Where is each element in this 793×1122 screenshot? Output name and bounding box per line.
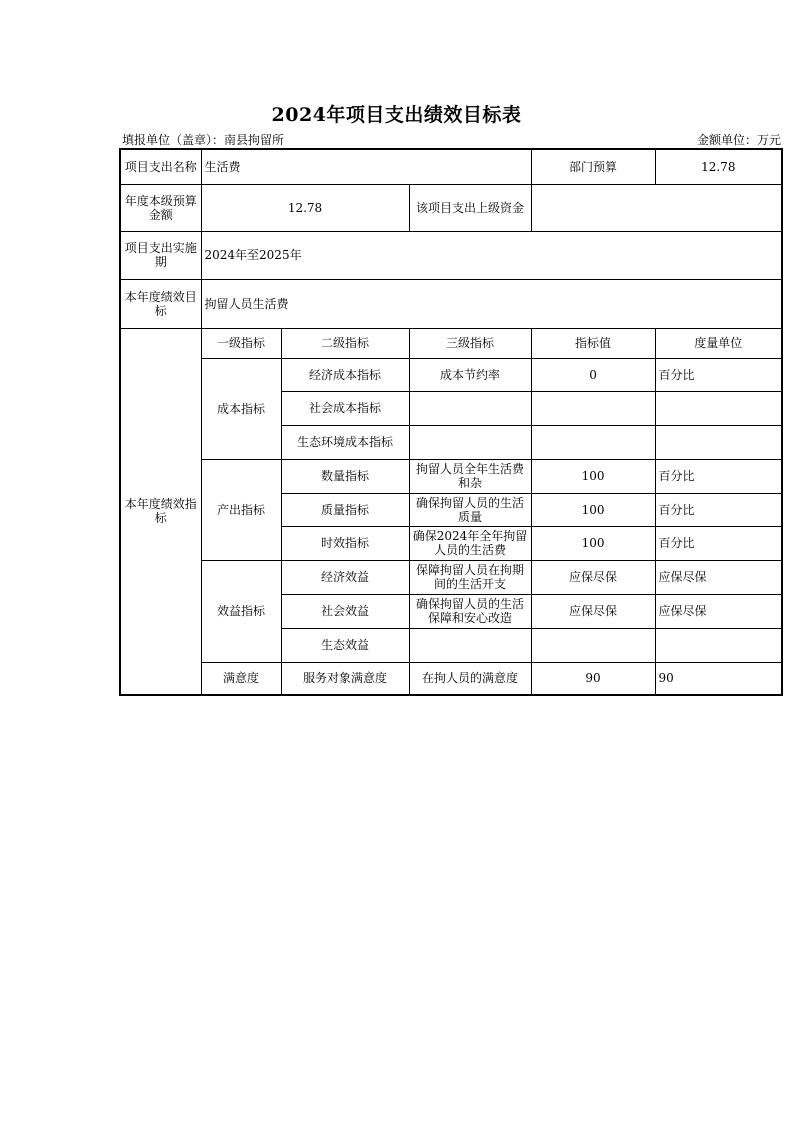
upper-funds-value [531,184,782,231]
indicator-value: 0 [531,358,655,391]
table-row [120,662,782,695]
level2-indicator: 服务对象满意度 [281,662,409,695]
level3-indicator [409,425,531,459]
level3-indicator [409,628,531,662]
indicator-unit: 百分比 [655,493,782,526]
column-header: 二级指标 [281,328,409,358]
level3-indicator: 保障拘留人员在拘期间的生活开支 [409,560,531,594]
dept-budget-label: 部门预算 [531,149,655,184]
indicator-unit: 应保尽保 [655,560,782,594]
indicator-value: 应保尽保 [531,560,655,594]
indicator-unit: 百分比 [655,526,782,560]
column-header: 一级指标 [201,328,281,358]
performance-table [119,148,783,696]
level2-indicator: 质量指标 [281,493,409,526]
table-row [120,560,782,594]
level3-indicator [409,391,531,425]
indicator-unit [655,391,782,425]
period-label: 项目支出实施期 [120,231,201,279]
reporting-unit: 填报单位（盖章）：南县拘留所 [122,133,285,147]
annual-budget-value: 12.78 [201,184,409,231]
level3-indicator: 拘留人员全年生活费和杂 [409,459,531,493]
indicator-value [531,425,655,459]
indicator-unit: 应保尽保 [655,594,782,628]
level2-indicator: 时效指标 [281,526,409,560]
level3-indicator: 确保拘留人员的生活质量 [409,493,531,526]
dept-budget-value: 12.78 [655,149,782,184]
indicator-value: 90 [531,662,655,695]
amount-unit: 金额单位：万元 [696,133,781,147]
level1-indicator: 成本指标 [201,358,281,459]
table-row [120,358,782,391]
indicator-unit [655,425,782,459]
level3-indicator: 在拘人员的满意度 [409,662,531,695]
indicator-value: 100 [531,459,655,493]
level2-indicator: 生态环境成本指标 [281,425,409,459]
level1-indicator: 效益指标 [201,560,281,662]
period-value: 2024年至2025年 [201,231,782,279]
goal-value: 拘留人员生活费 [201,279,782,328]
table-row [120,459,782,493]
indicator-section-label: 本年度绩效指标 [120,328,201,695]
level1-indicator: 满意度 [201,662,281,695]
level2-indicator: 社会效益 [281,594,409,628]
level3-indicator: 确保拘留人员的生活保障和安心改造 [409,594,531,628]
annual-budget-label: 年度本级预算金额 [120,184,201,231]
column-header: 三级指标 [409,328,531,358]
level1-indicator: 产出指标 [201,459,281,560]
level2-indicator: 生态效益 [281,628,409,662]
level2-indicator: 数量指标 [281,459,409,493]
level2-indicator: 经济成本指标 [281,358,409,391]
page-title: 2024年项目支出绩效目标表 [271,104,522,126]
level3-indicator: 确保2024年全年拘留人员的生活费 [409,526,531,560]
upper-funds-label: 该项目支出上级资金 [409,184,531,231]
project-name-value: 生活费 [201,149,531,184]
indicator-value [531,628,655,662]
goal-label: 本年度绩效目标 [120,279,201,328]
column-header: 度量单位 [655,328,782,358]
indicator-value: 100 [531,493,655,526]
indicator-value: 应保尽保 [531,594,655,628]
indicator-value [531,391,655,425]
project-name-label: 项目支出名称 [120,149,201,184]
indicator-unit: 百分比 [655,459,782,493]
level2-indicator: 社会成本指标 [281,391,409,425]
level3-indicator: 成本节约率 [409,358,531,391]
indicator-unit [655,628,782,662]
indicator-unit: 90 [655,662,782,695]
level2-indicator: 经济效益 [281,560,409,594]
indicator-value: 100 [531,526,655,560]
indicator-unit: 百分比 [655,358,782,391]
column-header: 指标值 [531,328,655,358]
